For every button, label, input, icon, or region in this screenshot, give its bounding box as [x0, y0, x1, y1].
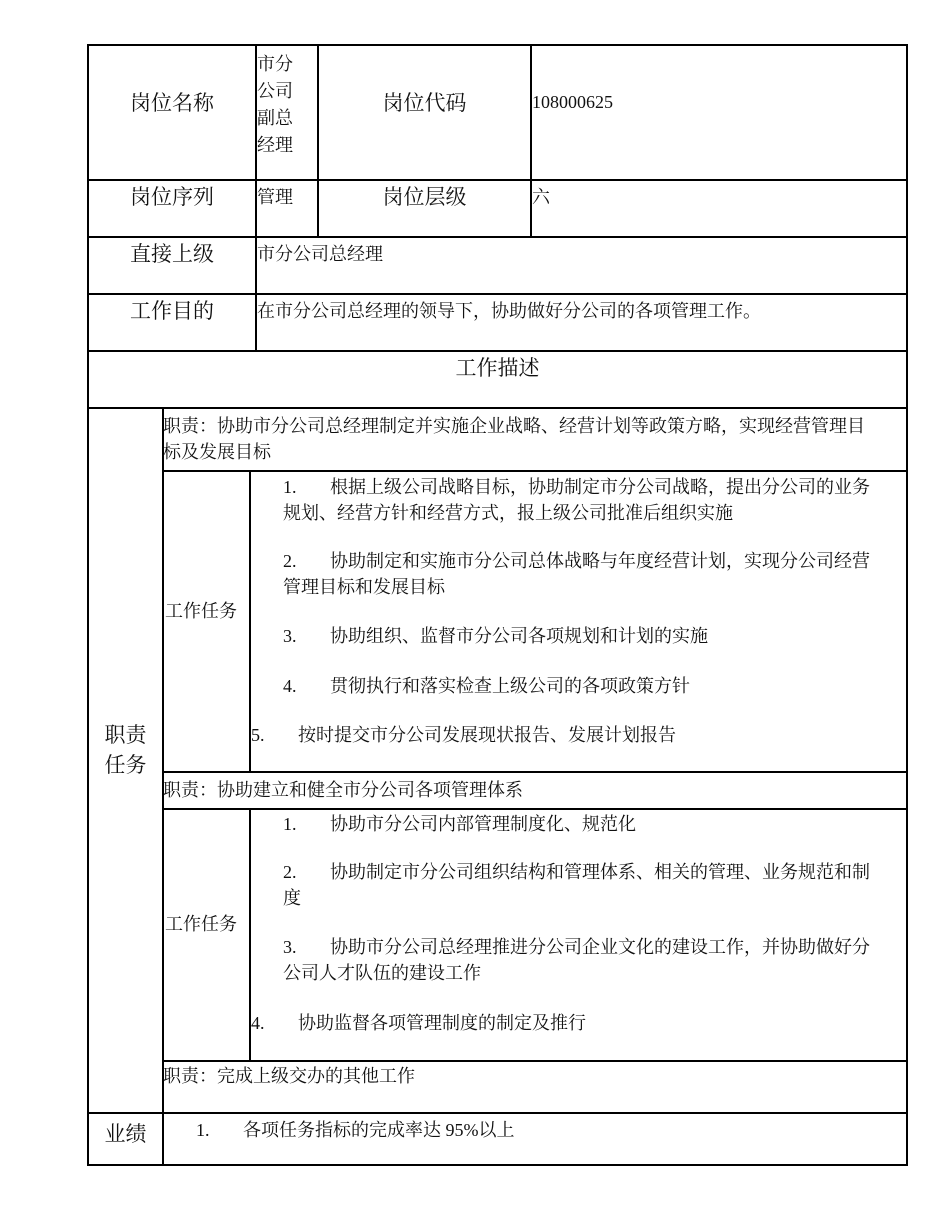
duty-3-text: 职责：完成上级交办的其他工作	[163, 1066, 415, 1086]
duty-1-task-3	[283, 623, 708, 649]
table-border-left	[87, 44, 89, 1166]
duty-2-task-label: 工作任务	[165, 914, 237, 934]
row-divider	[87, 293, 908, 295]
duty-2-task-4	[251, 1010, 586, 1036]
task-text: 根据上级公司战略目标，协助制定市分公司战略，提出分公司的业务	[330, 477, 870, 497]
position-series-label: 岗位序列	[130, 185, 214, 209]
position-level-label: 岗位层级	[382, 185, 467, 209]
duty-2-task-1	[283, 811, 636, 837]
duty-1-task-5	[251, 722, 676, 748]
position-name-label: 岗位名称	[130, 91, 214, 115]
row-divider	[87, 1112, 908, 1114]
position-series-value: 管理	[257, 187, 293, 207]
performance-item-1	[196, 1117, 515, 1143]
row-divider	[87, 407, 908, 409]
task-number: 4.	[283, 676, 297, 696]
row-divider	[87, 179, 908, 181]
task-number: 5.	[251, 725, 265, 745]
position-code-label: 岗位代码	[382, 91, 467, 115]
task-text: 贯彻执行和落实检查上级公司的各项政策方针	[330, 676, 690, 696]
job-purpose-label: 工作目的	[130, 299, 214, 323]
task-text: 协助监督各项管理制度的制定及推行	[298, 1013, 586, 1033]
performance-label: 业绩	[104, 1122, 147, 1146]
duty-1-text	[163, 413, 865, 465]
task-line	[283, 859, 870, 885]
row-divider	[87, 350, 908, 352]
task-text: 按时提交市分公司发展现状报告、发展计划报告	[298, 725, 676, 745]
task-line: 管理目标和发展目标	[283, 577, 445, 597]
table-border-top	[87, 44, 908, 46]
task-number: 1.	[283, 477, 297, 497]
duties-label-line: 职责	[104, 723, 147, 747]
position-name-line: 副总	[257, 108, 293, 128]
performance-number: 1.	[196, 1120, 210, 1140]
row-divider	[162, 470, 908, 472]
duty-1-task-label: 工作任务	[165, 601, 237, 621]
job-purpose-value: 在市分公司总经理的领导下，协助做好分公司的各项管理工作。	[257, 301, 761, 321]
duty-1-line: 职责：协助市分公司总经理制定并实施企业战略、经营计划等政策方略，实现经营管理目	[163, 416, 865, 436]
task-number: 3.	[283, 626, 297, 646]
task-line: 度	[283, 888, 301, 908]
task-text: 协助制定和实施市分公司总体战略与年度经营计划，实现分公司经营	[330, 551, 870, 571]
duty-1-task-1	[283, 474, 870, 526]
task-line	[283, 548, 870, 574]
duty-2-task-3	[283, 934, 870, 986]
task-number: 3.	[283, 937, 297, 957]
duty-1-task-4	[283, 673, 690, 699]
position-name-value	[257, 51, 315, 159]
row-divider	[162, 1060, 908, 1062]
task-line: 公司人才队伍的建设工作	[283, 963, 481, 983]
duties-label-line: 任务	[104, 753, 147, 777]
task-line	[283, 934, 870, 960]
row-divider	[87, 236, 908, 238]
performance-text: 各项任务指标的完成率达 95%以上	[243, 1120, 515, 1140]
position-name-line: 市分	[257, 54, 293, 74]
task-text: 协助组织、监督市分公司各项规划和计划的实施	[330, 626, 708, 646]
table-border-bottom	[87, 1164, 908, 1166]
row-divider	[162, 771, 908, 773]
task-number: 2.	[283, 862, 297, 882]
row-divider	[162, 808, 908, 810]
task-number: 2.	[283, 551, 297, 571]
task-number: 1.	[283, 814, 297, 834]
table-border-right	[906, 44, 908, 1166]
task-number: 4.	[251, 1013, 265, 1033]
duty-1-task-2	[283, 548, 870, 600]
direct-superior-value: 市分公司总经理	[257, 244, 383, 264]
position-name-line: 公司	[257, 81, 293, 101]
duty-2-text: 职责：协助建立和健全市分公司各项管理体系	[163, 780, 523, 800]
position-code-value: 108000625	[532, 92, 613, 112]
task-line	[283, 474, 870, 500]
task-text: 协助市分公司内部管理制度化、规范化	[330, 814, 636, 834]
direct-superior-label: 直接上级	[130, 242, 214, 266]
duties-label	[89, 720, 162, 780]
work-description-title: 工作描述	[455, 356, 540, 380]
position-level-value: 六	[532, 187, 550, 207]
position-name-line: 经理	[257, 135, 293, 155]
duty-1-line: 标及发展目标	[163, 442, 271, 462]
task-text: 协助制定市分公司组织结构和管理体系、相关的管理、业务规范和制	[330, 862, 870, 882]
task-text: 协助市分公司总经理推进分公司企业文化的建设工作，并协助做好分	[330, 937, 870, 957]
duty-2-task-2	[283, 859, 870, 911]
task-line: 规划、经营方针和经营方式，报上级公司批准后组织实施	[283, 503, 733, 523]
